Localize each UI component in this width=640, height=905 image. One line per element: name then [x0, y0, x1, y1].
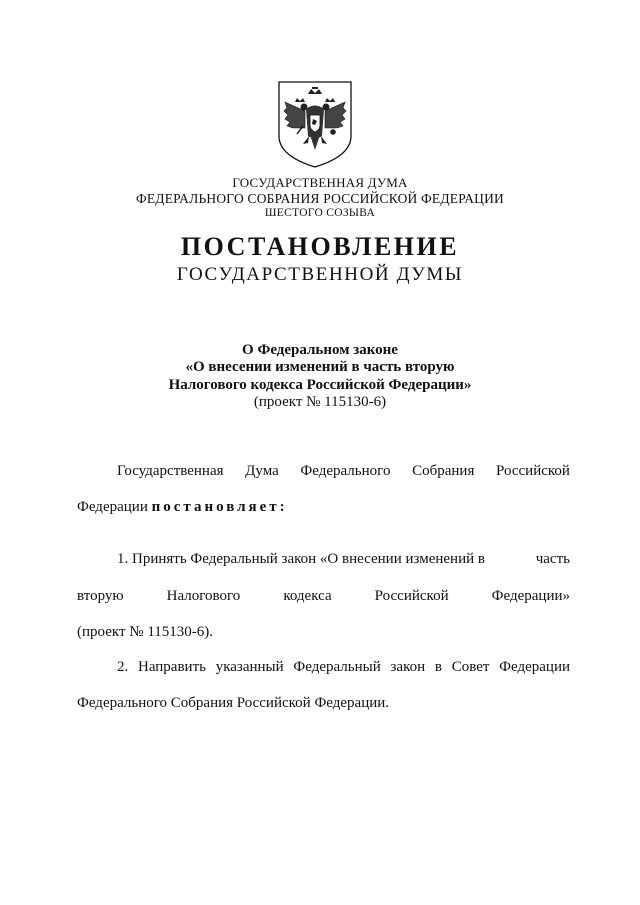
word: Совет	[451, 659, 490, 675]
subject-project-number: (проект № 115130-6)	[253, 394, 387, 410]
word: указанный	[215, 659, 284, 675]
word: Федеральный	[293, 659, 381, 675]
word: кодекса	[283, 588, 332, 604]
text: 1. Принять Федеральный закон «О внесении изменений в	[117, 551, 485, 567]
word: Государственная	[117, 463, 224, 479]
word: вторую	[77, 588, 124, 604]
org-line-3: ШЕСТОГО СОЗЫВА	[264, 207, 376, 219]
subject-line-3: Налогового кодекса Российской Федерации»	[168, 377, 472, 393]
word: Собрания	[412, 463, 475, 479]
word: Федерального	[300, 463, 391, 479]
resolves-spaced-word: постановляет:	[151, 499, 288, 515]
word: Дума	[245, 463, 279, 479]
word: Федерации»	[491, 588, 570, 604]
word: Российской	[496, 463, 570, 479]
word: Направить	[137, 659, 206, 675]
subject-line-2: «О внесении изменений в часть вторую	[185, 359, 455, 375]
word: в	[434, 659, 442, 675]
word: 2.	[117, 659, 129, 675]
document-title: ПОСТАНОВЛЕНИЕ	[180, 232, 460, 261]
item-2-line-1	[117, 658, 570, 676]
item-1-line-3: (проект № 115130-6).	[77, 624, 214, 640]
document-subtitle: ГОСУДАРСТВЕННОЙ ДУМЫ	[176, 264, 464, 285]
paragraph-1-line-2	[77, 498, 288, 516]
org-line-2: ФЕДЕРАЛЬНОГО СОБРАНИЯ РОССИЙСКОЙ ФЕДЕРАЦИИ	[136, 191, 504, 206]
word: Российской	[374, 588, 449, 604]
word: часть	[535, 551, 570, 567]
subject-line-1: О Федеральном законе	[242, 342, 398, 358]
word: Налогового	[166, 588, 241, 604]
word: закон	[390, 659, 426, 675]
item-2-line-2: Федерального Собрания Российской Федерации.	[77, 695, 390, 711]
item-1-line-1	[117, 550, 570, 568]
text: Федерации	[77, 499, 148, 515]
coat-of-arms-emblem	[275, 78, 355, 170]
org-line-1: ГОСУДАРСТВЕННАЯ ДУМА	[232, 175, 408, 190]
paragraph-1-line-1	[117, 462, 570, 480]
item-1-line-2	[77, 587, 570, 605]
word: Федерации	[499, 659, 570, 675]
